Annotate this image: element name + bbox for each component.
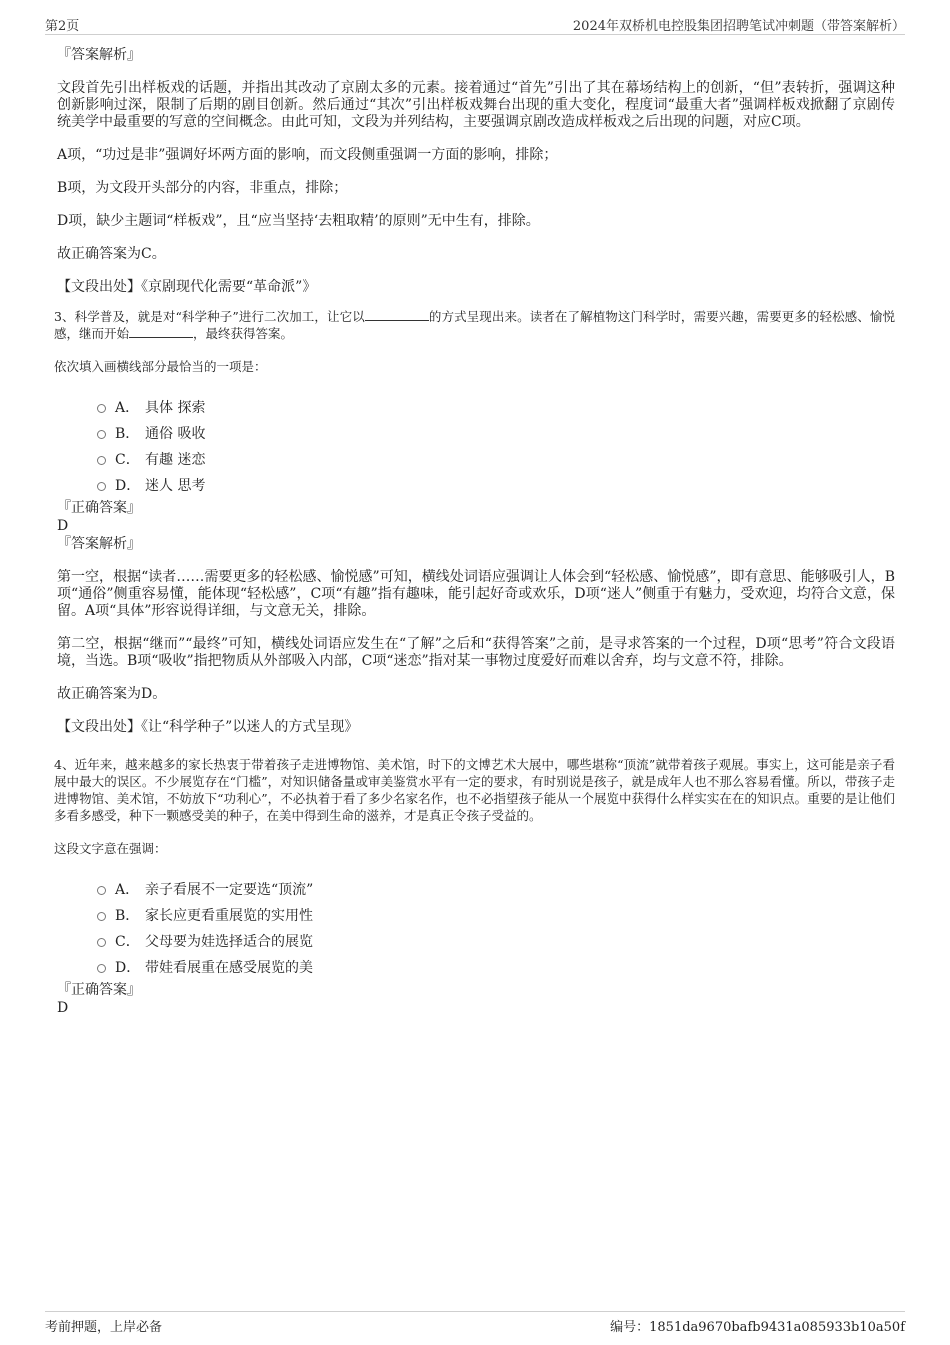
answer-value: D [57, 1000, 69, 1016]
option-list [57, 395, 895, 499]
page-content [54, 46, 895, 1017]
document-title: 2024年双桥机电控股集团招聘笔试冲刺题（带答案解析） [572, 19, 905, 34]
question-stem: 3、科学普及，就是对“科学种子”进行二次加工，让它以 的方式呈现出来。读者在了解植物这门科学时，需要兴趣，需要更多的轻松感、愉悦感，继而开始 ，最终获得答案。 [54, 309, 895, 341]
option-d[interactable]: D． 带娃看展重在感受展览的美 [57, 955, 895, 981]
analysis-option-b: B项，为文段开头部分的内容，非重点，排除； [57, 180, 348, 196]
analysis-option-a: A项，“功过是非”强调好坏两方面的影响，而文段侧重强调一方面的影响，排除； [57, 147, 558, 163]
radio-icon[interactable] [97, 912, 106, 921]
analysis-paragraph: 第二空，根据“继而”“最终”可知，横线处词语应发生在“了解”之后和“获得答案”之前，是寻求答案的一个过程，D项“思考”符合文段语境，当选。B项“吸收”指把物质从外部吸入内部，C项“迷恋”指对某一事物过度爱好而难以舍弃，均与文意不符，排除。 [57, 636, 895, 669]
question-stem: 4、近年来，越来越多的家长热衷于带着孩子走进博物馆、美术馆，时下的文博艺术大展中，哪些堪称“顶流”就带着孩子观展。事实上，这可能是亲子看展中最大的误区。不少展览存在“门槛”，对知识储备量或审美鉴赏水平有一定的要求，有时别说是孩子，就是成年人也不那么容易看懂。所以，带孩子走进博物馆、美术馆，不妨放下“功利心”，不必执着于看了多少名家名作，也不必指望孩子能从一个展览中获得什么样实实在在的知识点。重要的是让他们多看多感受，种下一颗感受美的种子，在美中得到生命的滋养，才是真正令孩子受益的。 [54, 757, 895, 823]
radio-icon[interactable] [97, 886, 106, 895]
radio-icon[interactable] [97, 404, 106, 413]
footer-slogan: 考前押题，上岸必备 [45, 1320, 163, 1335]
option-d[interactable]: D． 迷人 思考 [57, 473, 895, 499]
radio-icon[interactable] [97, 964, 106, 973]
analysis-paragraph: 文段首先引出样板戏的话题，并指出其改动了京剧太多的元素。接着通过“首先”引出了其在幕场结构上的创新，“但”表转折，强调这种创新影响过深，限制了后期的剧目创新。然后通过“其次”引出样板戏舞台出现的重大变化，程度词“最重大者”强调样板戏掀翻了京剧传统美学中最重要的写意的空间概念。由此可知，文段为并列结构，主要强调京剧改造成样板戏之后出现的问题，对应C项。 [57, 80, 895, 130]
option-c[interactable]: C． 父母要为娃选择适合的展览 [57, 929, 895, 955]
option-b[interactable]: B． 家长应更看重展览的实用性 [57, 903, 895, 929]
document-id: 编号：1851da9670bafb9431a085933b10a50f [610, 1320, 905, 1335]
radio-icon[interactable] [97, 482, 106, 491]
answer-label: 『正确答案』 [57, 982, 141, 998]
answer-value: D [57, 518, 69, 534]
option-a[interactable]: A． 亲子看展不一定要选“顶流” [57, 877, 895, 903]
option-list [57, 877, 895, 981]
option-c[interactable]: C． 有趣 迷恋 [57, 447, 895, 473]
analysis-label: 『答案解析』 [57, 47, 141, 63]
analysis-label: 『答案解析』 [57, 536, 141, 552]
answer-label: 『正确答案』 [57, 500, 141, 516]
fill-blank [129, 325, 193, 338]
radio-icon[interactable] [97, 456, 106, 465]
source-citation: 【文段出处】《让“科学种子”以迷人的方式呈现》 [57, 719, 359, 735]
page-footer [45, 1311, 905, 1335]
option-a[interactable]: A． 具体 探索 [57, 395, 895, 421]
fill-blank [365, 308, 429, 321]
conclusion: 故正确答案为C。 [57, 246, 166, 262]
radio-icon[interactable] [97, 430, 106, 439]
radio-icon[interactable] [97, 938, 106, 947]
page-number: 第2页 [45, 19, 80, 34]
conclusion: 故正确答案为D。 [57, 686, 167, 702]
analysis-option-d: D项，缺少主题词“样板戏”，且“应当坚持‘去粗取精’的原则”无中生有，排除。 [57, 213, 540, 229]
source-citation: 【文段出处】《京剧现代化需要“革命派”》 [57, 279, 317, 295]
option-b[interactable]: B． 通俗 吸收 [57, 421, 895, 447]
page-header [45, 14, 905, 35]
analysis-paragraph: 第一空，根据“读者……需要更多的轻松感、愉悦感”可知，横线处词语应强调让人体会到“轻松感、愉悦感”，即有意思、能够吸引人，B项“通俗”侧重容易懂，能体现“轻松感”，C项“有趣”指有趣味，能引起好奇或欢乐，D项“迷人”侧重于有魅力，受欢迎，均符合文意，保留。A项“具体”形容说得详细，与文意无关，排除。 [57, 569, 895, 619]
question-prompt: 这段文字意在强调： [54, 841, 167, 856]
question-prompt: 依次填入画横线部分最恰当的一项是： [54, 359, 267, 374]
